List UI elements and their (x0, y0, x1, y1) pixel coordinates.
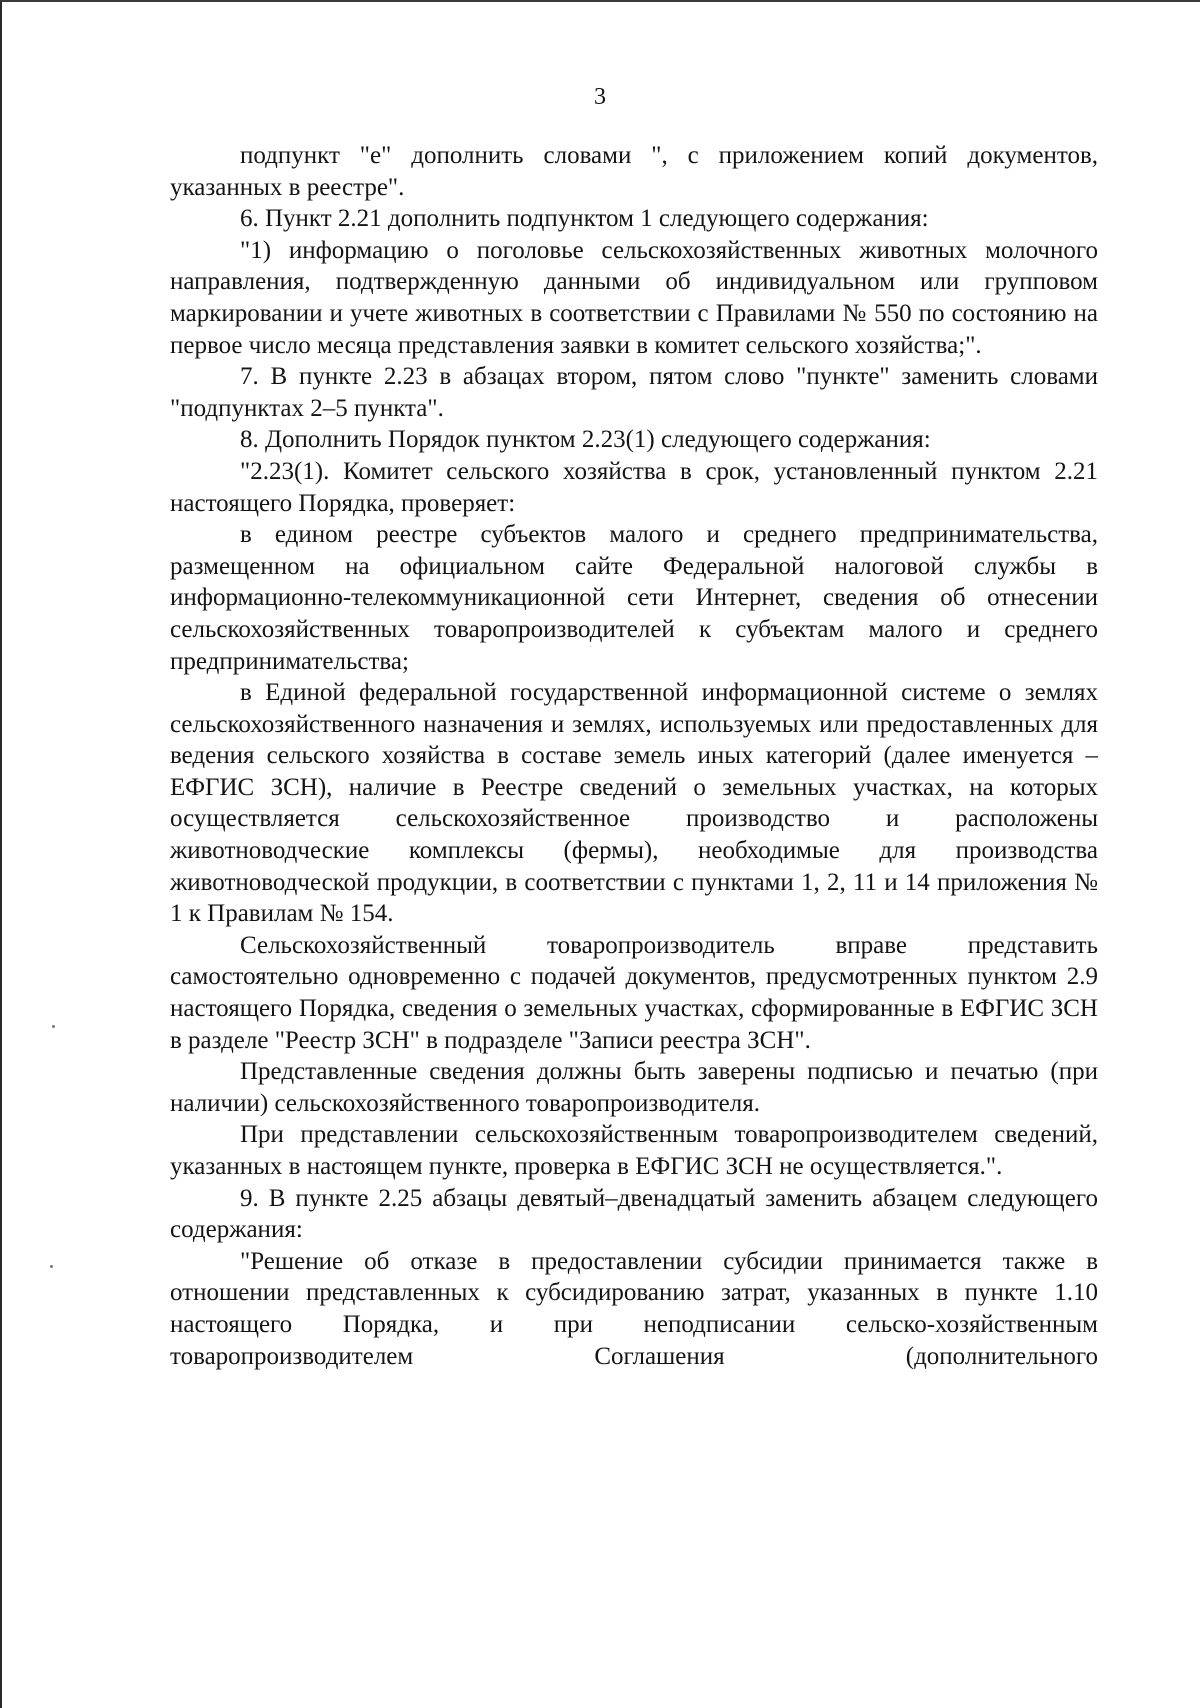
paragraph: 6. Пункт 2.21 дополнить подпунктом 1 следующего содержания: (240, 205, 929, 233)
paragraph: Сельскохозяйственный товаропроизводитель вправе представить самостоятельно одновременно с подачей документов, предусмотренных пунктом 2.9 настоящего Порядка, сведения о земельных участках, сформированные в ЕФГИС ЗСН в разделе "Реестр ЗСН" в подразделе "Записи реестра ЗСН". (170, 931, 1098, 1054)
scan-edge-top (0, 0, 1200, 2)
paragraph: "1) информацию о поголовье сельскохозяйственных животных молочного направления, подтвержденную данными об индивидуальном или групповом маркировании и учете животных в соответствии с Правилами № 550 по состоянию на первое число месяца представления заявки в комитет сельского хозяйства;". (170, 236, 1098, 359)
paragraph: "2.23(1). Комитет сельского хозяйства в срок, установленный пунктом 2.21 настоящего Порядка, проверяет: (170, 457, 1098, 517)
paragraph: 7. В пункте 2.23 в абзацах втором, пятом слово "пункте" заменить словами "подпунктах 2–5 пункта". (170, 363, 1098, 422)
paragraph: "Решение об отказе в предоставлении субсидии принимается также в отношении представленных к субсидированию затрат, указанных в пункте 1.10 настоящего Порядка, и при неподписании сельско-хозяйственным товаропроизводителем Соглашения (дополнительного (170, 1247, 1098, 1370)
document-body (170, 140, 1098, 1372)
paragraph: в едином реестре субъектов малого и среднего предпринимательства, размещенном на официальном сайте Федеральной налоговой службы в информационно-телекоммуникационной сети Интернет, сведения об отнесении сельскохозяйственных товаропроизводителей к субъектам малого и среднего предпринимательства; (170, 521, 1098, 675)
paragraph: 9. В пункте 2.25 абзацы девятый–двенадцатый заменить абзацем следующего содержания: (170, 1184, 1098, 1244)
page-number: 3 (594, 84, 606, 110)
paragraph: в Единой федеральной государственной информационной системе о землях сельскохозяйственного назначения и землях, используемых или предоставленных для ведения сельского хозяйства в составе земель иных категорий (далее именуется – ЕФГИС ЗСН), наличие в Реестре сведений о земельных участках, на которых осуществляется сельскохозяйственное производство и расположены животноводческие комплексы (фермы), необходимые для производства животноводческой продукции, в соответствии с пунктами 1, 2, 11 и 14 приложения № 1 к Правилам № 154. (170, 679, 1098, 928)
scan-edge-left (0, 0, 2, 1708)
paragraph: подпункт "е" дополнить словами ", с приложением копий документов, указанных в реестре". (170, 142, 1098, 201)
scan-speck (52, 1025, 55, 1028)
paragraph: При представлении сельскохозяйственным товаропроизводителем сведений, указанных в настоящем пункте, проверка в ЕФГИС ЗСН не осуществляется.". (170, 1121, 1098, 1180)
scan-speck (50, 1265, 53, 1268)
paragraph: 8. Дополнить Порядок пунктом 2.23(1) следующего содержания: (240, 426, 931, 454)
paragraph: Представленные сведения должны быть заверены подписью и печатью (при наличии) сельскохозяйственного товаропроизводителя. (170, 1058, 1098, 1117)
